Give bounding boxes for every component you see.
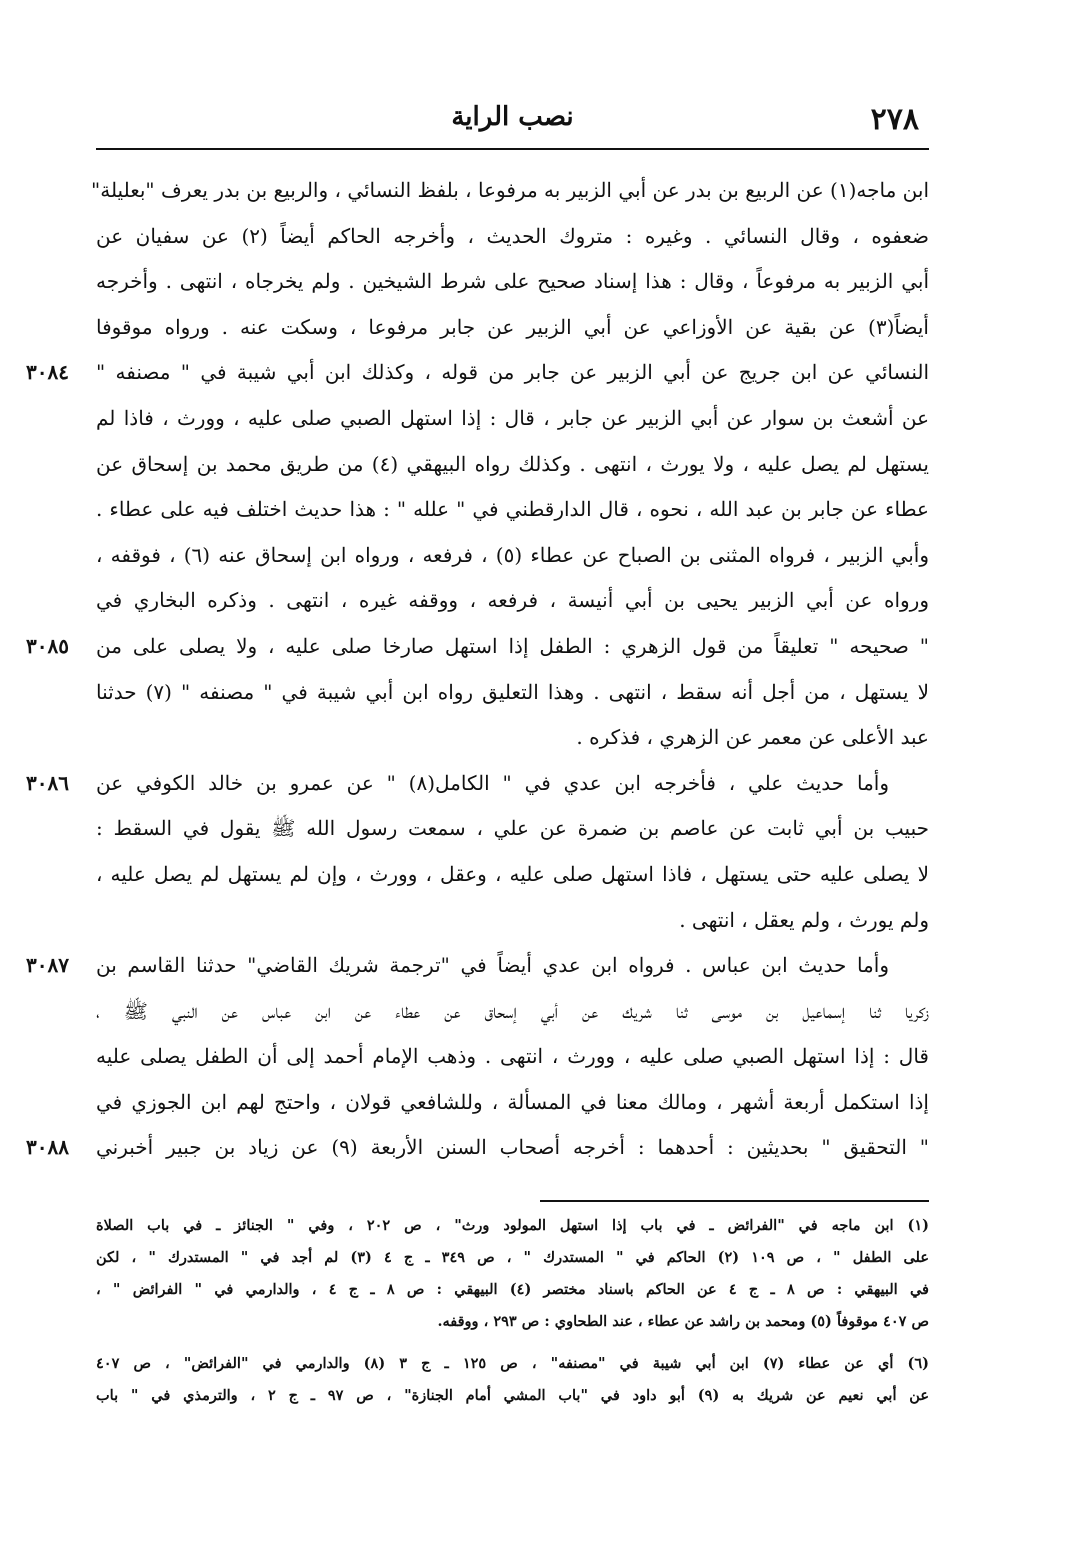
line-text: لا يصلى عليه حتى يستهل ، فاذا استهل صلى عليه ، وعقل ، وورث ، وإن لم يستهل لم يصل عليه ، (96, 861, 929, 886)
text-line (91, 168, 929, 214)
line-text: وأما حديث ابن عباس . فرواه ابن عدي أيضاً في "ترجمة شريك القاضي" حدثنا القاسم بن (96, 953, 889, 978)
main-text (26, 168, 930, 1171)
line-text: النسائي عن ابن جريج عن أبي الزبير عن جابر من قوله ، وكذلك ابن أبي شيبة في " مصنفه " (96, 360, 930, 385)
page-number: ٢٧٨ (870, 102, 919, 137)
text-line (96, 1034, 929, 1080)
text-line (96, 715, 929, 761)
line-text: وأبي الزبير ، فرواه المثنى بن الصباح عن عطاء (٥) ، فرفعه ، ورواه ابن إسحاق عنه (٦) ، فوقفه ، (96, 542, 929, 567)
hadith-number: ٣٠٨٤ (26, 360, 69, 385)
footnote-line: (١) ابن ماجه في "الفرائض ـ في باب إذا استهل المولود ورث" ، ص ٢٠٢ ، وفي " الجنائز ـ في باب الصلاة (96, 1217, 929, 1234)
line-text: أبي الزبير به مرفوعاً ، وقال : هذا إسناد صحيح على شرط الشيخين . ولم يخرجاه ، انتهى . وأخرجه (96, 269, 929, 294)
text-line (96, 305, 929, 351)
text-line (26, 624, 929, 670)
text-line (96, 670, 929, 716)
page-header (96, 96, 929, 150)
text-line (96, 1080, 929, 1126)
text-line (96, 396, 929, 442)
footnote-line: عن أبي نعيم عن شريك به (٩) أبو داود في "باب المشي أمام الجنازة" ، ص ٩٧ ـ ج ٢ ، والترمذي في " باب (96, 1387, 929, 1404)
text-line (96, 442, 929, 488)
line-text: ضعفوه ، وقال النسائي . وغيره : متروك الحديث ، وأخرجه الحاكم أيضاً (٢) عن سفيان عن (96, 223, 929, 248)
footnotes (96, 1210, 929, 1412)
line-text: إذا استكمل أربعة أشهر ، ومالك معنا في المسألة ، وللشافعي قولان ، واحتج لهم ابن الجوزي في (96, 1089, 929, 1114)
text-line (96, 806, 929, 852)
line-text: حبيب بن أبي ثابت عن عاصم بن ضمرة عن علي ، سمعت رسول الله ﷺ يقول في السقط : (96, 816, 929, 841)
line-text: عطاء عن جابر بن عبد الله ، نحوه ، قال الدارقطني في " علله " : هذا حديث اختلف فيه على عطاء . (96, 497, 929, 522)
footnote-line: في البيهقي : ص ٨ ـ ج ٤ عن الحاكم باسناد مختصر (٤) البيهقي : ص ٨ ـ ج ٤ ، والدارمي في " الفرائض " ، (96, 1281, 929, 1298)
line-text: يستهل لم يصل عليه ، ولا يورث ، انتهى . وكذلك رواه البيهقي (٤) من طريق محمد بن إسحاق عن (96, 451, 930, 476)
text-line (96, 259, 929, 305)
line-text: " صحيحه " تعليقاً من قول الزهري : الطفل إذا استهل صارخا صلى عليه ، ولا يصلى على من (96, 633, 929, 658)
text-line (96, 852, 929, 898)
footnote-gap (96, 1338, 929, 1348)
footnote-line: (٦) أي عن عطاء (٧) ابن أبي شيبة في "مصنفه" ، ص ١٢٥ ـ ج ٣ (٨) والدارمي في "الفرائض" ، ص ٤٠٧ (96, 1355, 929, 1372)
line-text: ورواه عن أبي الزبير يحيى بن أبي أنيسة ، فرفعه ، ووقفه غيره ، انتهى . وذكره البخاري في (96, 588, 929, 613)
footnote-line: ص ٤٠٧ موقوفاً (٥) ومحمد بن راشد عن عطاء ، عند الطحاوي : ص ٢٩٣ ، ووقفه. (437, 1313, 929, 1330)
running-title: نصب الراية (451, 102, 574, 132)
hadith-number: ٣٠٨٧ (26, 953, 69, 978)
footnote-separator (540, 1200, 929, 1202)
line-text: قال : إذا استهل الصبي صلى عليه ، وورث ، انتهى . وذهب الإمام أحمد إلى أن الطفل يصلى عليه (96, 1044, 929, 1069)
line-text: لا يستهل ، من أجل أنه سقط ، انتهى . وهذا التعليق رواه ابن أبي شيبة في " مصنفه " (٧) حدثنا (96, 679, 929, 704)
line-text: عبد الأعلى عن معمر عن الزهري ، فذكره . (576, 725, 929, 750)
text-line (96, 578, 929, 624)
text-line (96, 487, 929, 533)
text-line (26, 761, 929, 807)
text-line (26, 1125, 929, 1171)
text-line (26, 943, 929, 989)
line-text: ولم يورث ، ولم يعقل ، انتهى . (679, 907, 929, 932)
line-text: أيضاً(٣) عن بقية عن الأوزاعي عن أبي الزبير عن جابر مرفوعا ، وسكت عنه . ورواه موقوفا (96, 314, 929, 339)
hadith-number: ٣٠٨٥ (26, 633, 69, 658)
hadith-number: ٣٠٨٦ (26, 770, 69, 795)
line-text: زكريا ثنا إسماعيل بن موسى ثنا شريك عن أبي إسحاق عن عطاء عن ابن عباس عن النبي ﷺ ، (96, 998, 929, 1023)
text-line (96, 214, 929, 260)
footnote-line: على الطفل " ، ص ١٠٩ (٢) الحاكم في " المستدرك " ، ص ٣٤٩ ـ ج ٤ (٣) لم أجد في " المستدرك " ، لكن (96, 1249, 929, 1266)
text-line (96, 533, 929, 579)
line-text: عن أشعث بن سوار عن أبي الزبير عن جابر ، قال : إذا استهل الصبي صلى عليه ، وورث ، فاذا لم (96, 405, 929, 430)
text-line (96, 989, 929, 1035)
text-line (26, 350, 930, 396)
line-text: " التحقيق " بحديثين : أحدهما : أخرجه أصحاب السنن الأربعة (٩) عن زياد بن جبير أخبرني (96, 1135, 929, 1160)
line-text: وأما حديث علي ، فأخرجه ابن عدي في " الكامل(٨) " عن عمرو بن خالد الكوفي عن (96, 770, 890, 795)
hadith-number: ٣٠٨٨ (26, 1135, 69, 1160)
text-line (96, 898, 929, 944)
line-text: ابن ماجه(١) عن الربيع بن بدر عن أبي الزبير به مرفوعا ، بلفظ النسائي ، والربيع بن بدر يعرف "بعليلة" (91, 178, 929, 202)
